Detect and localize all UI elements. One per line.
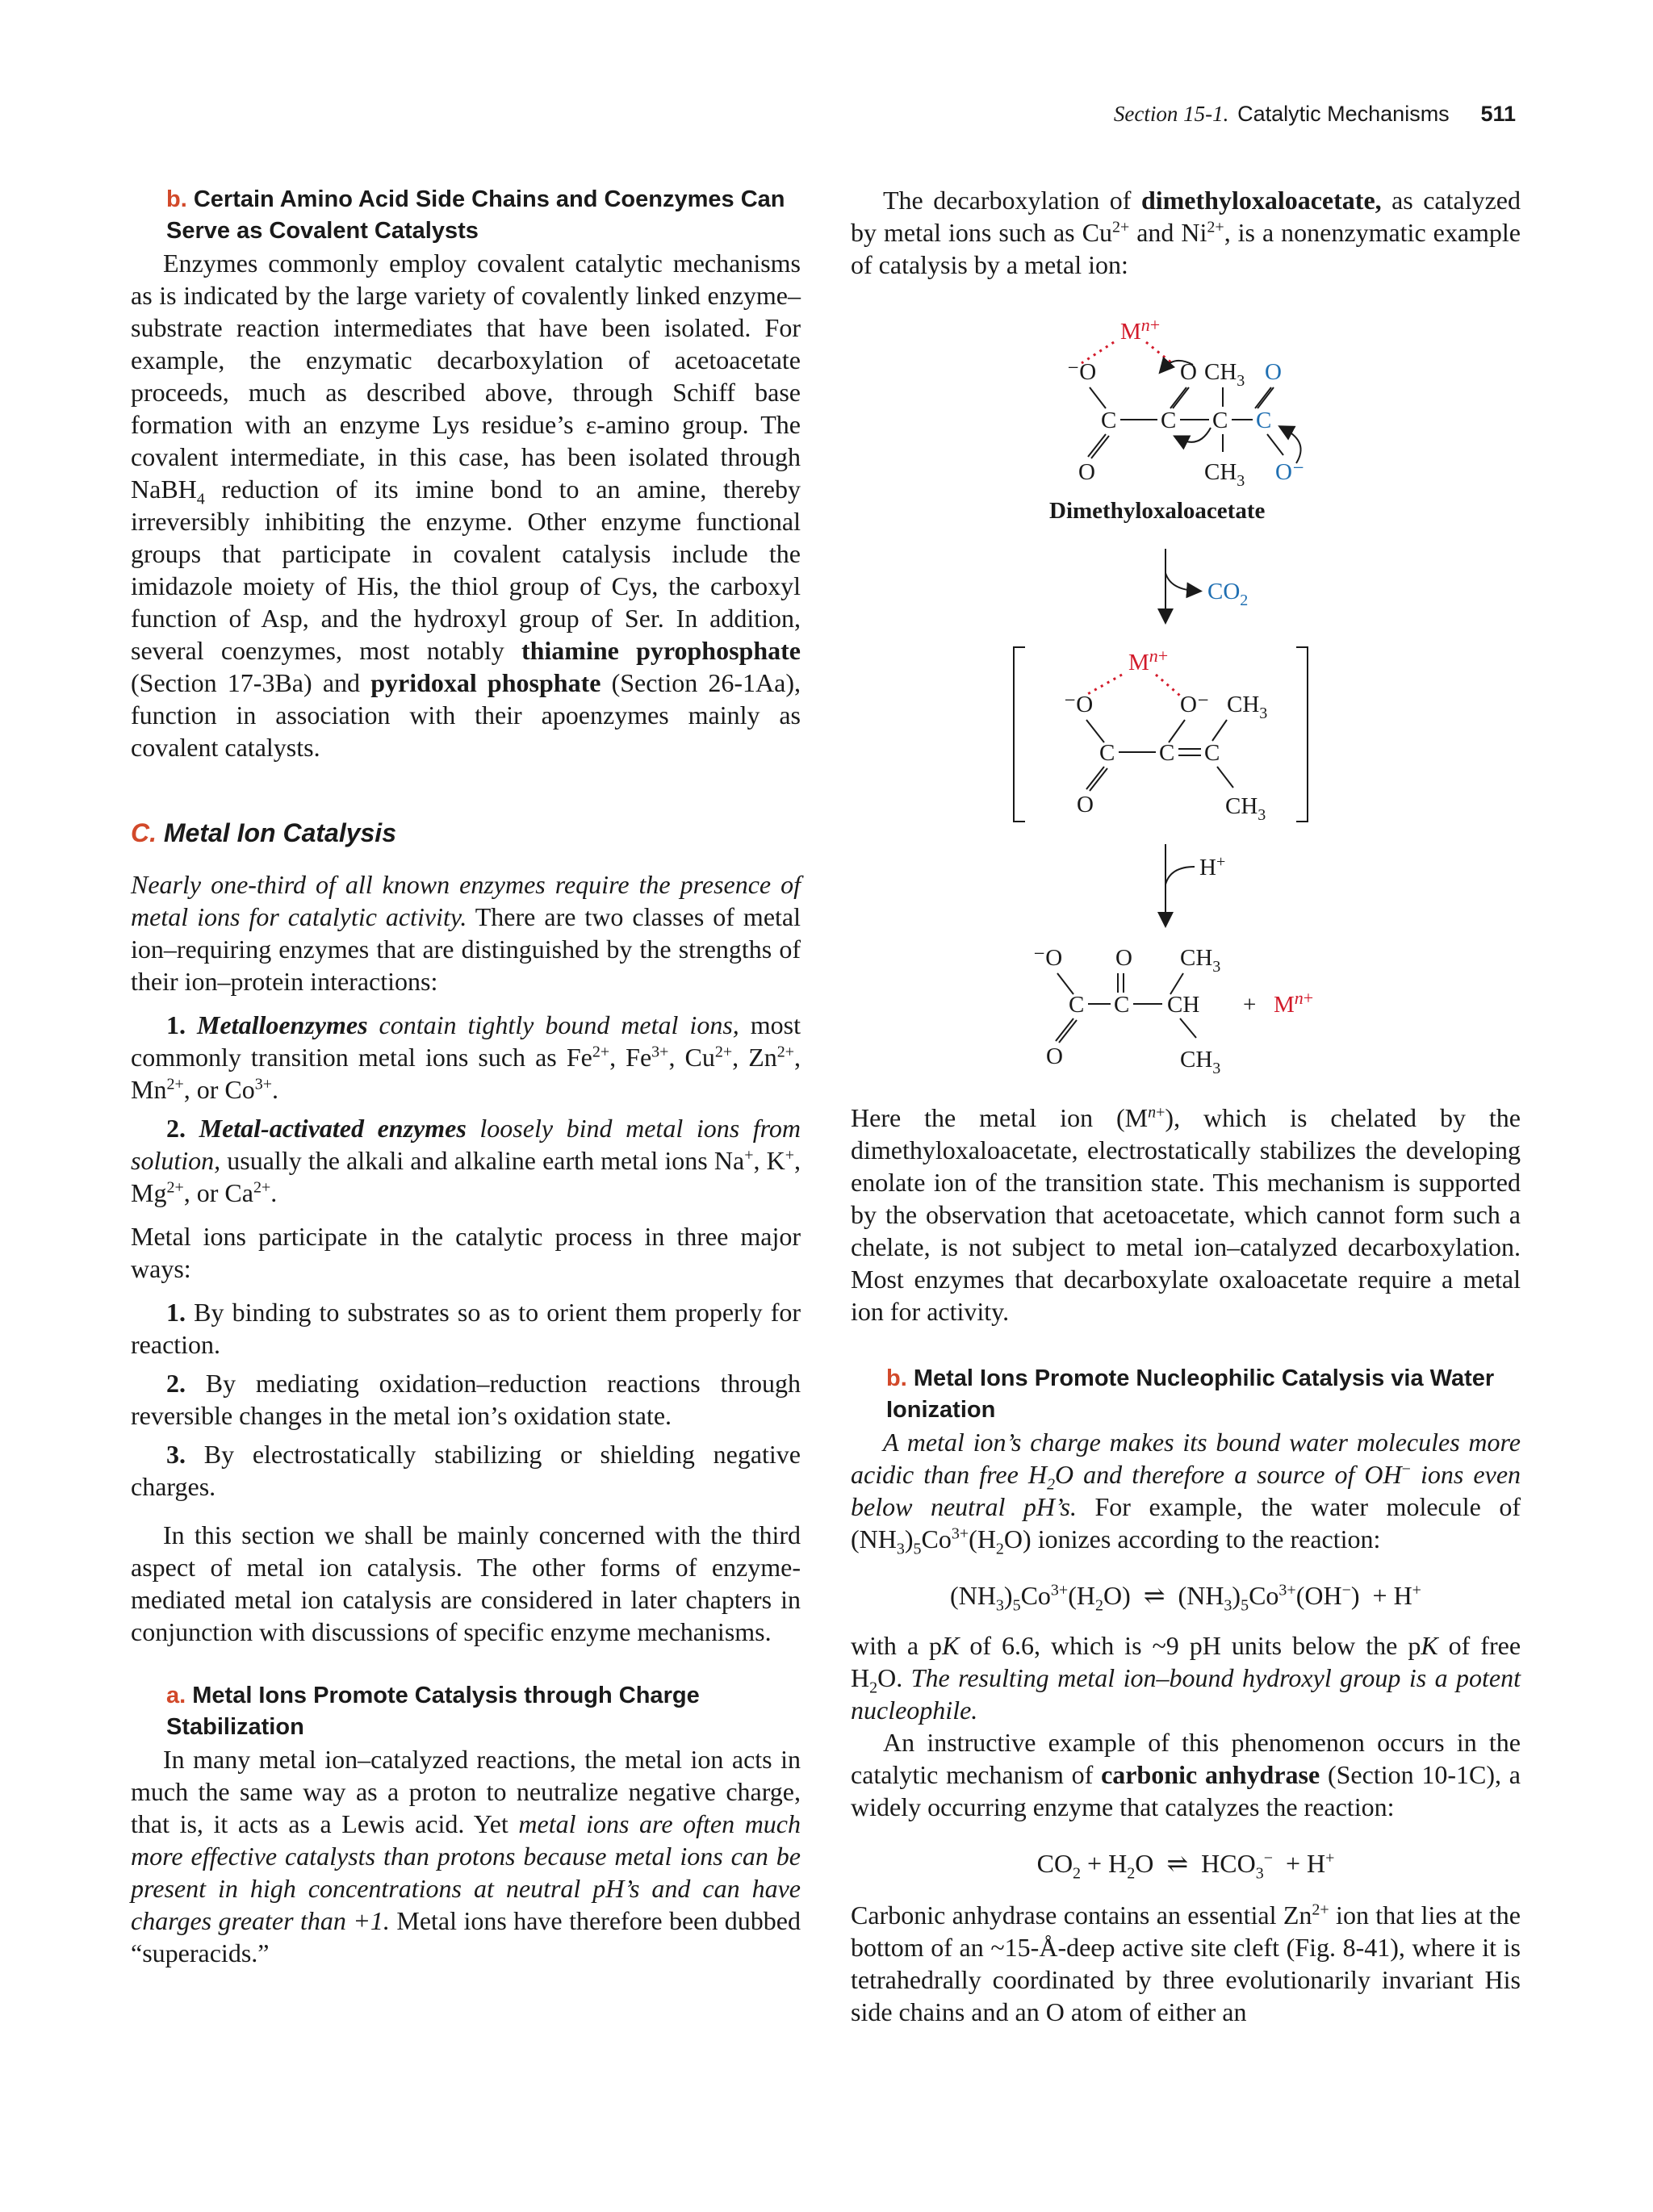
paragraph-zinc-site: Carbonic anhydrase contains an essential $Zn^{2+}$ ion that lies at the bottom of an ~15-Å-deep active site cleft (Fig. 8-41), where it is tetrahedrally coordinated by three evolutionarily invariant His side chains and an O atom of either an [851, 1900, 1521, 2026]
paragraph-chelation: Here the metal ion $(M^{n+})$, which is chelated by the dimethyloxaloacetate, electrostatically stabilizes the developing enolate ion of the transition state. This mechanism is supported by the observation that acetoacetate, which cannot form such a chelate, is not subject to metal ion–catalyzed decarboxylation. Most enzymes that decarboxylate oxaloacetate require a metal ion for activity. [851, 1103, 1521, 1326]
list-item-way-3: 3. By electrostatically stabilizing or shielding negative charges. [131, 1440, 801, 1501]
header-section: Section 15-1. [1113, 102, 1229, 126]
co2-label: $CO_2$ [1207, 579, 1249, 609]
svg-text:O: O [1046, 1043, 1063, 1069]
paragraph-superacids: In many metal ion–catalyzed reactions, the metal ion acts in much the same way as a proton to neutralize negative charge, that is, it acts as a Lewis acid. Yet metal ions are often much more effective catalysts than protons because metal ions can be present in high concentrations at neutral pH’s and can have charges greater than +1. Metal ions have therefore been dubbed “superacids.” [131, 1745, 801, 1967]
list-item-way-1: 1. By binding to substrates so as to orient them properly for reaction. [131, 1298, 801, 1359]
subheading-water-ionization: b. Metal Ions Promote Nucleophilic Catalysis via Water Ionization [886, 1365, 1495, 1423]
decarboxylation-scheme [993, 307, 1445, 1098]
svg-text:O: O [1265, 359, 1282, 385]
svg-text:O: O [1180, 359, 1197, 385]
svg-text:CH3: $CH_3$ [1180, 1047, 1221, 1077]
metal-ion-label: $M^n+$ [1120, 315, 1161, 345]
right-column [851, 184, 1521, 281]
subheading-covalent-catalysts: b. Certain Amino Acid Side Chains and Coenzymes Can Serve as Covalent Catalysts [166, 186, 785, 244]
list-item-way-2: 2. By mediating oxidation–reduction reactions through reversible changes in the metal ion’s oxidation state. [131, 1369, 801, 1430]
svg-text:C: C [1069, 992, 1085, 1018]
subheading-charge-stabilization: a. Metal Ions Promote Catalysis through Charge Stabilization [166, 1683, 700, 1740]
equation-co2-hydration: $CO_2 + H_2O$ ⇌ $HCO_3^- + H^+$ [1036, 1849, 1335, 1883]
paragraph-metal-classes: Nearly one-third of all known enzymes require the presence of metal ions for catalytic activity. There are two classes of metal ion–requiring enzymes that are distinguished by the strengths of their ion–protein interactions: [131, 870, 801, 996]
svg-text:O: O [1115, 945, 1132, 971]
svg-text:O: O [1078, 459, 1095, 485]
svg-text:C: C [1256, 408, 1272, 433]
running-header [1114, 102, 1516, 127]
svg-text:C: C [1099, 740, 1115, 766]
svg-text:C: C [1114, 992, 1130, 1018]
svg-text:CH3: $CH_3$ [1204, 359, 1245, 390]
svg-text:C: C [1161, 408, 1177, 433]
released-metal-ion: $M^n+$ [1274, 988, 1314, 1018]
list-item-metal-activated: 2. Metal-activated enzymes loosely bind metal ions from solution, usually the alkali and alkaline earth metal ions Na+, K+, $Mg^{2+}$, or $Ca^{2+}$. [131, 1114, 801, 1207]
svg-text:CH3: $CH_3$ [1227, 692, 1268, 722]
paragraph-dimethyloxaloacetate: The decarboxylation of dimethyloxaloacetate, as catalyzed by metal ions such as $Cu^{2+}$ and $Ni^{2+}$, is a nonenzymatic example of catalysis by a metal ion: [851, 186, 1521, 279]
svg-text:C: C [1204, 740, 1220, 766]
svg-text:C: C [1212, 408, 1228, 433]
page-number: 511 [1480, 102, 1516, 126]
paragraph-pk: with a pK of 6.6, which is ~9 pH units below the pK of free $H_2O$. The resulting metal ion–bound hydroxyl group is a potent nucleophile. [851, 1631, 1521, 1725]
svg-text:CH3: $CH_3$ [1180, 945, 1221, 976]
list-item-metalloenzymes: 1. Metalloenzymes contain tightly bound metal ions, most commonly transition metal ions such as $Fe^{2+}$, $Fe^{3+}$, $Cu^{2+}$, $Zn^{2+}$, $Mn^{2+}$, or $Co^{3+}$. [131, 1010, 801, 1104]
svg-text:⁻O: ⁻O [1064, 692, 1094, 717]
svg-text:+: + [1243, 992, 1257, 1018]
proton-label: H+ [1199, 853, 1226, 880]
svg-text:CH3: $CH_3$ [1204, 459, 1245, 490]
paragraph-third-aspect: In this section we shall be mainly concerned with the third aspect of metal ion catalysis. The other forms of enzyme-mediated metal ion catalysis are considered in later chapters in conjunction with discussions of specific enzyme mechanisms. [131, 1520, 801, 1646]
header-title: Catalytic Mechanisms [1237, 102, 1450, 126]
svg-text:⁻O: ⁻O [1067, 359, 1097, 385]
paragraph-three-ways: Metal ions participate in the catalytic process in three major ways: [131, 1222, 801, 1283]
right-column-lower [851, 1102, 1521, 2028]
paragraph-covalent: Enzymes commonly employ covalent catalytic mechanisms as is indicated by the large variety of covalently linked enzyme–substrate reaction intermediates that have been isolated. For example, the enzymatic decarboxylation of acetoacetate proceeds, much as described above, through Schiff base formation with an enzyme Lys residue’s ε-amino group. The covalent intermediate, in this case, has been isolated through NaBH$_4$ reduction of its imine bond to an amine, thereby irreversibly inhibiting the enzyme. Other enzyme functional groups that participate in covalent catalysis include the imidazole moiety of His, the thiol group of Cys, the carboxyl function of Asp, and the hydroxyl group of Ser. In addition, several coenzymes, most notably thiamine pyrophosphate (Section 17-3Ba) and pyridoxal phosphate (Section 26-1Aa), function in association with their apoenzymes mainly as covalent catalysts. [131, 249, 801, 762]
svg-text:C: C [1159, 740, 1175, 766]
svg-text:⁻O: ⁻O [1033, 945, 1063, 971]
equation-cobalt-ionization: $(NH_3)_5Co^{3+}(H_2O)$ ⇌ $(NH_3)_5Co^{3+}(OH^-) + H^+$ [950, 1581, 1421, 1615]
svg-text:Mn+: $M^n+$ [1128, 646, 1169, 675]
svg-text:CH: CH [1167, 992, 1200, 1018]
svg-text:C: C [1101, 408, 1117, 433]
svg-text:O: O [1077, 792, 1094, 817]
svg-text:O⁻: O⁻ [1275, 459, 1305, 485]
left-column [131, 184, 801, 1969]
paragraph-water-ionization: A metal ion’s charge makes its bound water molecules more acidic than free $H_2O$ and therefore a source of OH− ions even below neutral pH’s. For example, the water molecule of $(NH_3)_5Co^{3+}(H_2O)$ ionizes according to the reaction: [851, 1428, 1521, 1558]
svg-text:O⁻: O⁻ [1180, 692, 1210, 717]
section-heading-metal-ion-catalysis: C. Metal Ion Catalysis [131, 818, 396, 847]
svg-text:CH3: $CH_3$ [1225, 793, 1266, 824]
paragraph-carbonic-anhydrase: An instructive example of this phenomenon occurs in the catalytic mechanism of carbonic anhydrase (Section 10-1C), a widely occurring enzyme that catalyzes the reaction: [851, 1728, 1521, 1821]
scheme-label: Dimethyloxaloacetate [1049, 498, 1266, 524]
